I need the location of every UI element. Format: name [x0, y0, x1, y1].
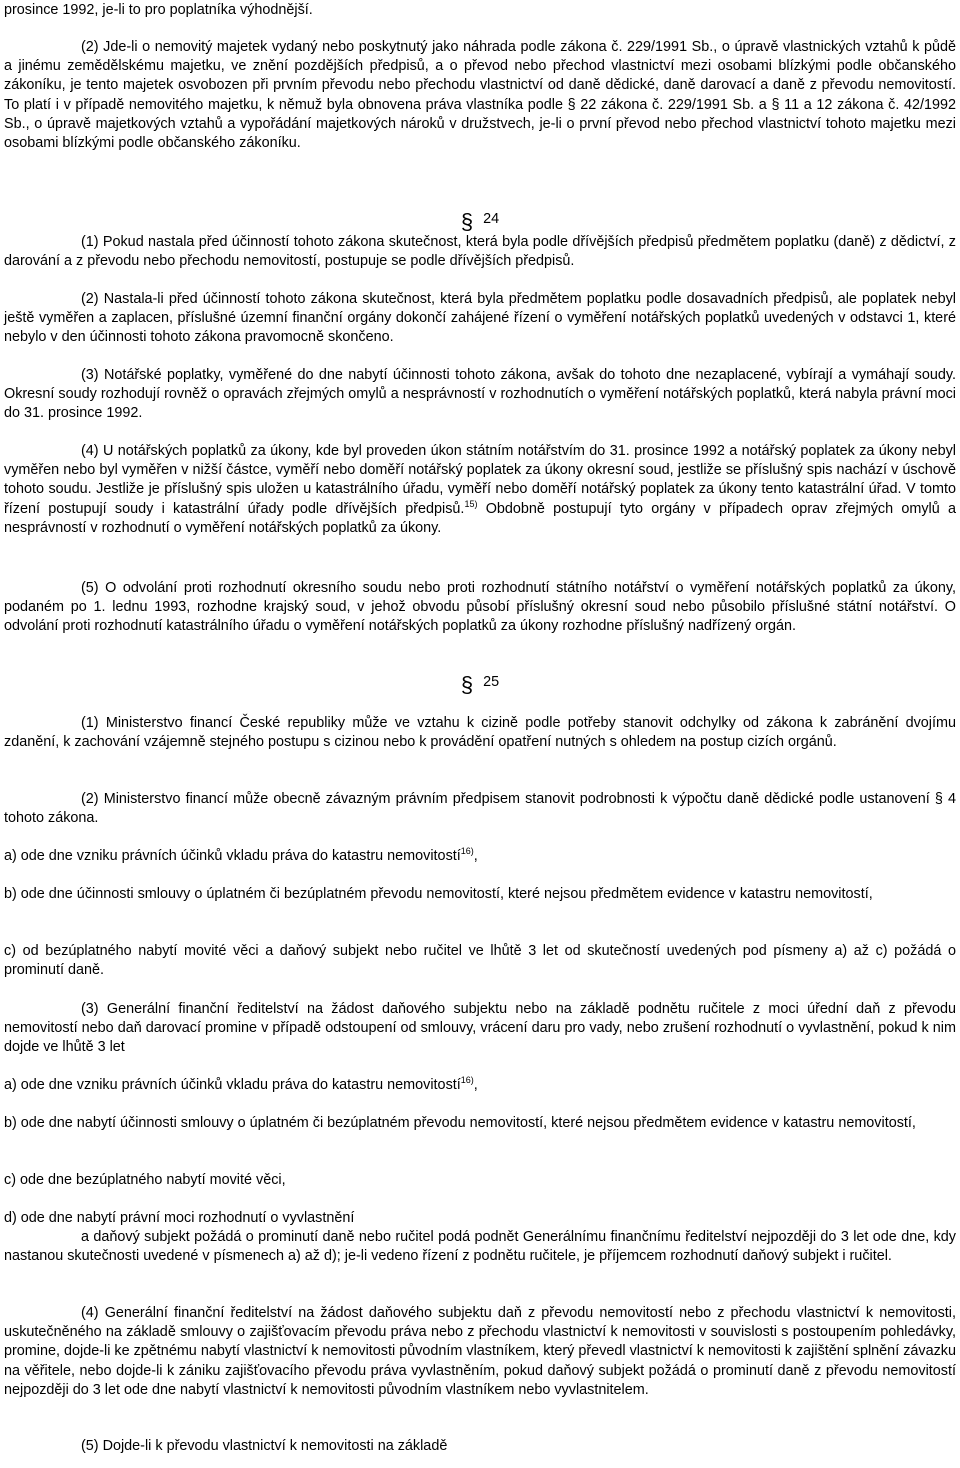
- paragraph-25-4: (4) Generální finanční ředitelství na žádost daňového subjektu daň z převodu nemovitostí nebo z přechodu vlastnictví k nemovitosti, uskutečněného na základě smlouvy o zajišťovacím převodu práva nebo z přechodu vlastnictví k nemovitosti v souvislosti s postoupením pohledávky, promine, dojde-li ke zpětnému nabytí vlastnictví k nemovitosti původním vlastníkem, který převedl vlastnictví k nemovitosti k zajištění splnění závazku na věřitele, nebo dojde-li k zániku zajišťovacího převodu práva vyvlastněním, pokud daňový subjekt požádá o prominutí daně z převodu nemovitostí nejpozději do 3 let ode dne nabytí vlastnictví k nemovitosti původním vlastníkem nebo vyvlastnitelem.: [4, 1305, 956, 1398]
- list-item-d: d) ode dne nabytí právní moci rozhodnutí o vyvlastnění: [4, 1210, 355, 1226]
- list-item-c: c) od bezúplatného nabytí movité věci a daňový subjekt nebo ručitel ve lhůtě 3 let od skutečností uvedených pod písmeny a) až c) požádá o prominutí daně.: [4, 943, 956, 979]
- paragraph-continuation: prosince 1992, je-li to pro poplatníka výhodnější.: [4, 2, 313, 18]
- footnote-ref: 16): [460, 1075, 474, 1085]
- paragraph-24-3: (3) Notářské poplatky, vyměřené do dne nabytí účinnosti tohoto zákona, avšak do tohoto dne nezaplacené, vybírají a vymáhají soudy. Okresní soudy rozhodují rovněž o opravách zřejmých omylů a nesprávností v rozhodnutích o vyměření notářských poplatků, která nabyla právní moci do 31. prosince 1992.: [4, 367, 956, 422]
- paragraph-23-2: (2) Jde-li o nemovitý majetek vydaný nebo poskytnutý jako náhrada podle zákona č. 229/1991 Sb., o úpravě vlastnických vztahů k půdě a jinému zemědělskému majetku, ve znění pozdějších předpisů, a o převod nebo přechod vlastnictví mezi osobami blízkými podle občanského zákoníku, je tento majetek osvobozen při prvním převodu nebo přechodu vlastnictví od daně dědické, daně darovací a daně z převodu nemovitostí. To platí i v případě nemovitého majetku, k němuž byla obnovena práva vlastníka podle § 22 zákona č. 229/1991 Sb. a § 11 a 12 zákona č. 42/1992 Sb., o úpravě majetkových vztahů a vypořádání majetkových nároků v družstvech, je-li o první převod nebo přechod vlastnictví tohoto majetku mezi osobami blízkými podle občanského zákoníku.: [4, 39, 956, 152]
- section-heading-24: [4, 209, 956, 234]
- paragraph-24-4-text-end: Obdobně postupují tyto orgány v případech oprav zřejmých omylů a nesprávností v rozhodnutí o vyměření notářských poplatků za úkony.: [4, 500, 956, 536]
- list-item-b: b) ode dne účinnosti smlouvy o úplatném či bezúplatném převodu nemovitostí, které nejsou předmětem evidence v katastru nemovitostí,: [4, 886, 873, 902]
- paragraph-24-1: (1) Pokud nastala před účinností tohoto zákona skutečnost, která byla podle dřívějších předpisů předmětem poplatku (daně) z dědictví, z darování a z převodu nebo přechodu nemovitostí, postupuje se podle dřívějších předpisů.: [4, 234, 956, 270]
- section-heading-25: [4, 672, 956, 697]
- paragraph-25-5: (5) Dojde-li k převodu vlastnictví k nemovitosti na základě: [81, 1438, 448, 1454]
- section-symbol: §: [460, 672, 474, 697]
- paragraph-25-1: (1) Ministerstvo financí České republiky může ve vztahu k cizině podle potřeby stanovit odchylky od zákona k zabránění dvojímu zdanění, k zachování vzájemně stejného postupu s cizinou nebo k provádění opatření nutných s ohledem na postup cizích orgánů.: [4, 715, 956, 751]
- list-item-b: b) ode dne nabytí účinnosti smlouvy o úplatném či bezúplatném převodu nemovitostí, které nejsou předmětem evidence v katastru nemovitostí,: [4, 1115, 916, 1131]
- paragraph-25-2: (2) Ministerstvo financí může obecně závazným právním předpisem stanovit podrobnosti k výpočtu daně dědické podle ustanovení § 4 tohoto zákona.: [4, 791, 956, 827]
- list-item-c: c) ode dne bezúplatného nabytí movité věci,: [4, 1172, 286, 1188]
- paragraph-24-5: (5) O odvolání proti rozhodnutí okresního soudu nebo proti rozhodnutí státního notářství o vyměření notářských poplatků za úkony, podaném po 1. lednu 1993, rozhodne krajský soud, v jehož obvodu působí příslušný okresní soud nebo působilo příslušné státní notářství. O odvolání proti rozhodnutí katastrálního úřadu o vyměření notářských poplatků za úkony rozhodne příslušný nadřízený orgán.: [4, 580, 956, 635]
- paragraph-24-4-text: (4) U notářských poplatků za úkony, kde byl proveden úkon státním notářstvím do 31. prosince 1992 a notářský poplatek za úkony nebyl vyměřen nebo byl vyměřen v nižší částce, vyměří nebo doměří notářský poplatek za úkony okresní soud, jestliže se příslušný spis nachází v úschově tohoto soudu. Jestliže je příslušný spis uložen u katastrálního úřadu, vyměří nebo doměří notářský poplatek za úkony tento katastrální úřad. V tomto řízení postupují soudy i katastrální úřady podle dřívějších předpisů.: [4, 443, 956, 517]
- list-item-a-text: a) ode dne vzniku právních účinků vkladu práva do katastru nemovitostí: [4, 1077, 461, 1093]
- paragraph-24-4: [4, 442, 956, 538]
- section-number: 25: [483, 674, 500, 690]
- list-item-a: [4, 1076, 956, 1095]
- paragraph-25-3-continuation: a daňový subjekt požádá o prominutí daně nebo ručitel podá podnět Generálnímu finančnímu ředitelství nejpozději do 3 let ode dne, kdy nastanou skutečnosti uvedené v písmenech a) až d); je-li vedeno řízení z podnětu ručitele, je příjemcem rozhodnutí daňový subjekt i ručitel.: [4, 1229, 956, 1265]
- section-symbol: §: [460, 209, 474, 234]
- list-item-a-end: ,: [473, 848, 478, 864]
- paragraph-24-2: (2) Nastala-li před účinností tohoto zákona skutečnost, která byla předmětem poplatku podle dosavadních předpisů, ale poplatek nebyl ještě vyměřen a zaplacen, příslušné územní finanční orgány dokončí zahájené řízení o vyměření notářských poplatků uvedených v odstavci 1, které nebylo v den účinnosti tohoto zákona pravomocně skončeno.: [4, 291, 956, 346]
- paragraph-25-3: (3) Generální finanční ředitelství na žádost daňového subjektu nebo na základě podnětu ručitele z moci úřední daň z převodu nemovitostí nebo daň darovací promine v případě odstoupení od smlouvy, vrácení daru pro vady, nebo zrušení rozhodnutí o vyvlastnění, pokud k nim dojde ve lhůtě 3 let: [4, 1001, 956, 1056]
- footnote-ref: 15): [464, 498, 478, 509]
- list-item-a-end: ,: [473, 1077, 478, 1093]
- list-item-a: [4, 847, 956, 866]
- list-item-a-text: a) ode dne vzniku právních účinků vkladu práva do katastru nemovitostí: [4, 848, 461, 864]
- section-number: 24: [483, 211, 500, 227]
- footnote-ref: 16): [460, 846, 474, 856]
